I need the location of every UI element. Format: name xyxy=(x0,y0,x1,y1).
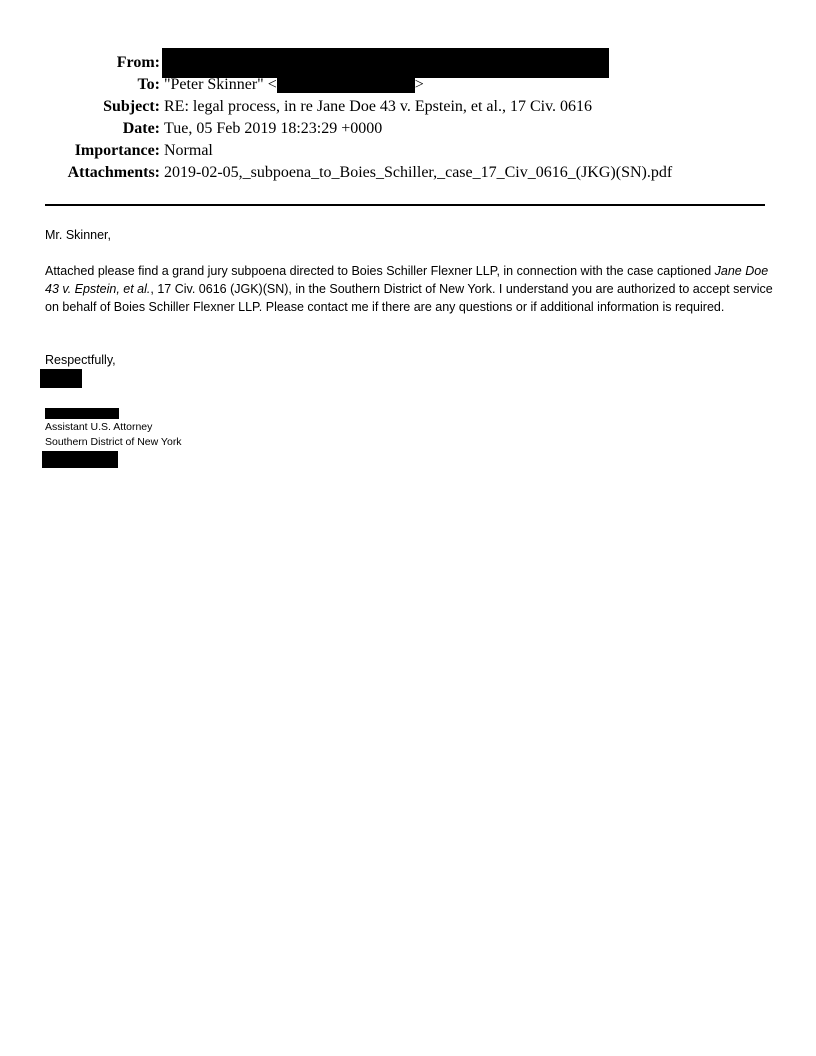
attachment-filename[interactable]: 2019-02-05,_subpoena_to_Boies_Schiller,_case_17_Civ_0616_(JKG)(SN).pdf xyxy=(164,164,673,181)
signature-title: Assistant U.S. Attorney xyxy=(45,421,153,433)
signature-subname-redaction xyxy=(45,408,119,419)
date-row xyxy=(0,118,816,140)
to-suffix: > xyxy=(414,76,424,93)
signature-office: Southern District of New York xyxy=(45,436,182,448)
greeting: Mr. Skinner, xyxy=(45,228,111,242)
to-row xyxy=(0,74,816,96)
date-value: Tue, 05 Feb 2019 18:23:29 +0000 xyxy=(164,120,383,137)
date-label: Date: xyxy=(122,120,160,137)
to-email-redaction xyxy=(277,77,415,93)
importance-label: Importance: xyxy=(74,142,160,159)
signature-contact-redaction xyxy=(42,451,118,468)
to-name: "Peter Skinner" < xyxy=(164,76,277,93)
message-paragraph xyxy=(45,262,773,316)
importance-row xyxy=(0,140,816,162)
paragraph-intro: Attached please find a grand jury subpoena directed to Boies Schiller Flexner LLP, in connection with the case captioned xyxy=(45,264,715,278)
attachments-row xyxy=(0,162,816,184)
email-header xyxy=(0,52,816,184)
subject-label: Subject: xyxy=(103,98,160,115)
importance-value: Normal xyxy=(164,142,213,159)
subject-value: RE: legal process, in re Jane Doe 43 v. Epstein, et al., 17 Civ. 0616 xyxy=(164,98,593,115)
attachments-label: Attachments: xyxy=(67,164,160,181)
to-value xyxy=(164,74,424,96)
from-label: From: xyxy=(116,54,160,71)
header-divider xyxy=(45,204,765,206)
subject-row xyxy=(0,96,816,118)
closing: Respectfully, xyxy=(45,353,116,367)
paragraph-rest: , 17 Civ. 0616 (JGK)(SN), in the Southern District of New York. I understand you are authorized to accept service on behalf of Boies Schiller Flexner LLP. Please contact me if there are any questions or if additional information is required. xyxy=(45,282,773,314)
case-caption: Jane Doe 43 v. Epstein, et al. xyxy=(45,264,769,296)
from-row xyxy=(0,52,816,74)
signature-name-redaction xyxy=(40,369,82,388)
to-label: To: xyxy=(137,76,160,93)
